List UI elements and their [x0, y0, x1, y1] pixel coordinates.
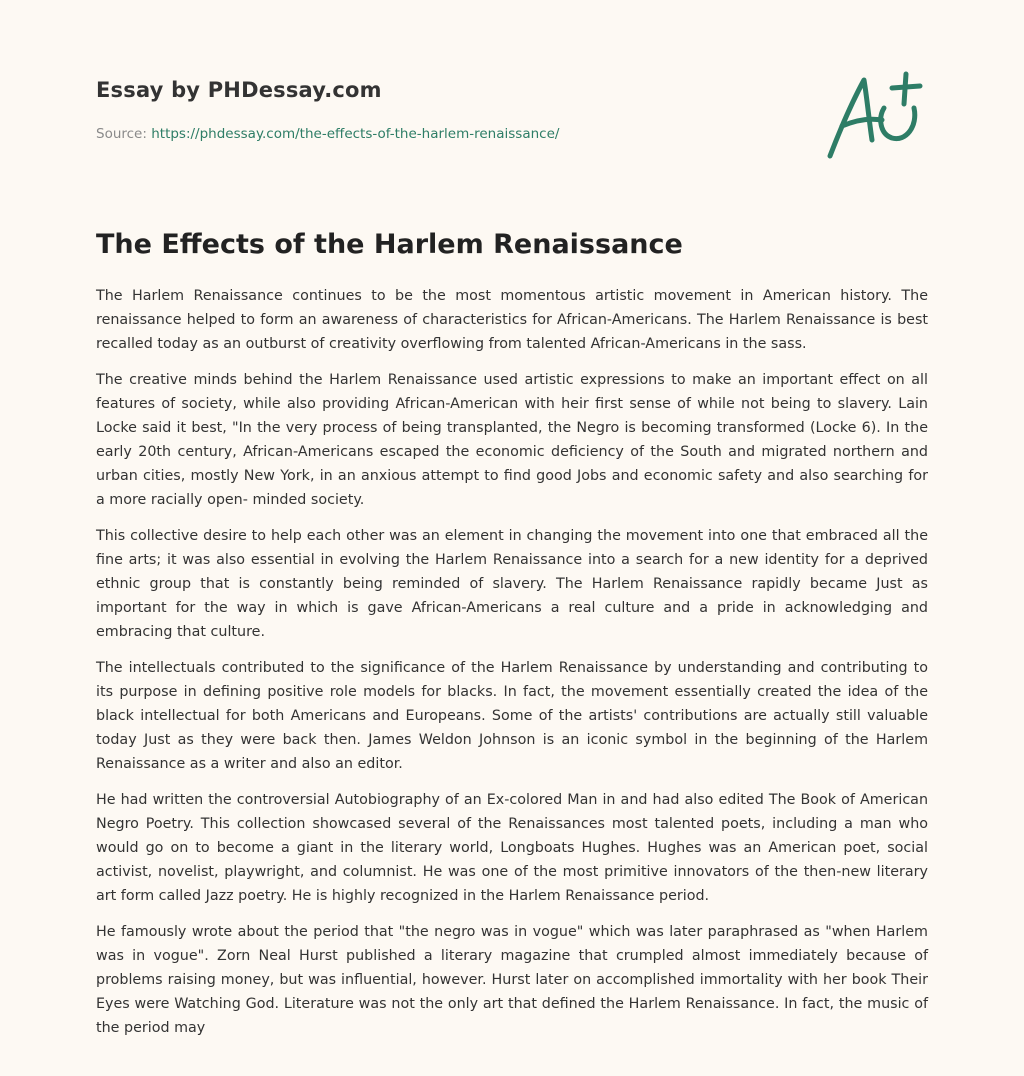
essay-page: [96, 0, 928, 1076]
source-label: Source:: [96, 126, 152, 142]
essay-paragraph: The creative minds behind the Harlem Renaissance used artistic expressions to make an important effect on all features of society, while also providing African-American with heir first sense of while not being to slavery. Lain Locke said it best, "In the very process of being transplanted, the Negro is becoming transformed (Locke 6). In the early 20th century, African-Americans escaped the economic deficiency of the South and migrated northern and urban cities, mostly New York, in an anxious attempt to find good Jobs and economic safety and also searching for a more racially open- minded society.: [96, 372, 928, 508]
source-link[interactable]: https://phdessay.com/the-effects-of-the-harlem-renaissance/: [151, 126, 560, 142]
source-line: [96, 124, 559, 144]
essay-paragraph: The Harlem Renaissance continues to be the most momentous artistic movement in American history. The renaissance helped to form an awareness of characteristics for African-Americans. The Harlem Renaissance is best recalled today as an outburst of creativity overflowing from talented African-Americans in the sass.: [96, 288, 928, 352]
a-plus-icon: [822, 68, 932, 164]
essay-title: The Effects of the Harlem Renaissance: [96, 229, 683, 260]
page-header: [96, 76, 928, 156]
site-brand: Essay by PHDessay.com: [96, 78, 382, 102]
essay-paragraph: He famously wrote about the period that "the negro was in vogue" which was later paraphrased as "when Harlem was in vogue". Zorn Neal Hurst published a literary magazine that crumpled almost immediately because of problems raising money, but was influential, however. Hurst later on accomplished immortality with her book Their Eyes were Watching God. Literature was not the only art that defined the Harlem Renaissance. In fact, the music of the period may: [96, 924, 928, 1036]
essay-paragraph: This collective desire to help each other was an element in changing the movement into one that embraced all the fine arts; it was also essential in evolving the Harlem Renaissance into a search for a new identity for a deprived ethnic group that is constantly being reminded of slavery. The Harlem Renaissance rapidly became Just as important for the way in which is gave African-Americans a real culture and a pride in acknowledging and embracing that culture.: [96, 528, 928, 640]
essay-paragraph: He had written the controversial Autobiography of an Ex-colored Man in and had also edited The Book of American Negro Poetry. This collection showcased several of the Renaissances most talented poets, including a man who would go on to become a giant in the literary world, Longboats Hughes. Hughes was an American poet, social activist, novelist, playwright, and columnist. He was one of the most primitive innovators of the then-new literary art form called Jazz poetry. He is highly recognized in the Harlem Renaissance period.: [96, 792, 928, 904]
essay-paragraph: The intellectuals contributed to the significance of the Harlem Renaissance by understanding and contributing to its purpose in defining positive role models for blacks. In fact, the movement essentially created the idea of the black intellectual for both Americans and Europeans. Some of the artists' contributions are actually still valuable today Just as they were back then. James Weldon Johnson is an iconic symbol in the beginning of the Harlem Renaissance as a writer and also an editor.: [96, 660, 928, 772]
essay-body: [96, 284, 928, 1052]
